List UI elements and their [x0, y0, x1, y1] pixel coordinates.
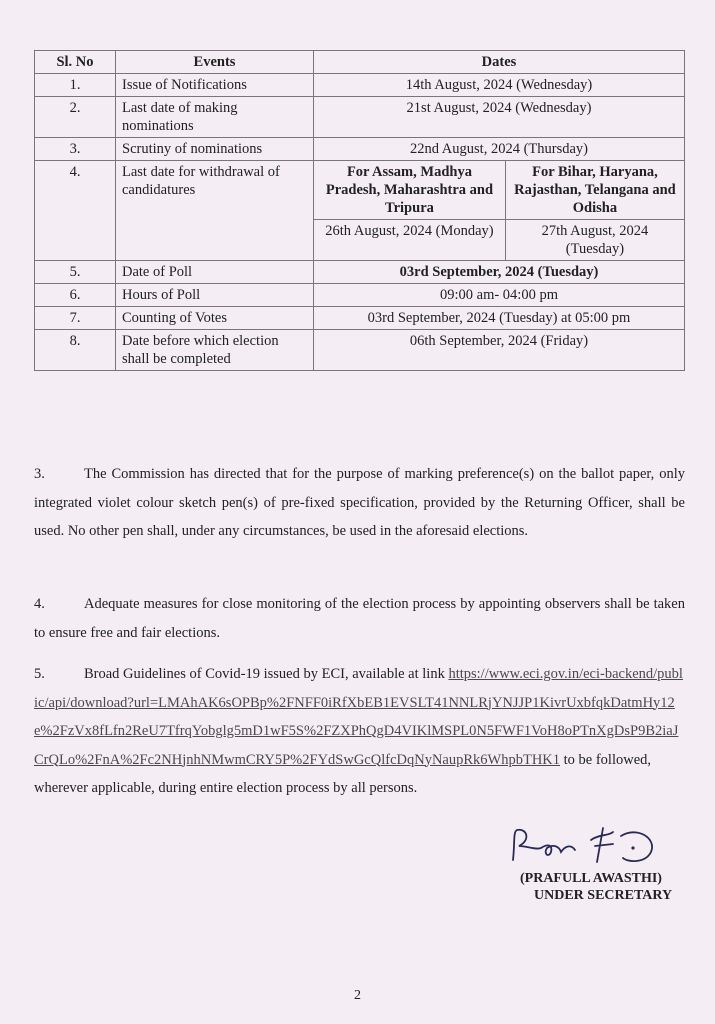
signatory-block [520, 870, 672, 904]
row-event: Last date of making nominations [116, 97, 314, 138]
row-group-b: For Bihar, Haryana, Rajasthan, Telangana and Odisha [505, 161, 684, 220]
row-number: 5. [35, 261, 116, 284]
table-row [35, 330, 685, 371]
row-number: 7. [35, 307, 116, 330]
row-number: 1. [35, 74, 116, 97]
row-date-b: 27th August, 2024 (Tuesday) [505, 220, 684, 261]
row-date: 03rd September, 2024 (Tuesday) [314, 261, 685, 284]
row-date: 22nd August, 2024 (Thursday) [314, 138, 685, 161]
row-event: Issue of Notifications [116, 74, 314, 97]
table-row [35, 97, 685, 138]
signature-image [505, 822, 665, 872]
table-row [35, 161, 685, 220]
header-dates: Dates [314, 51, 685, 74]
row-date-a: 26th August, 2024 (Monday) [314, 220, 506, 261]
row-number: 2. [35, 97, 116, 138]
election-schedule-table [34, 50, 685, 371]
covid-guidelines-link[interactable]: https://www.eci.gov.in/eci-backend/public/api/download?url=LMAhAK6sOPBp%2FNFF0iRfXbEB1EVSLT41NNLRjYNJJP1KivrUxbfqkDatmHy12e%2FzVx8fLfn2ReU7TfrqYobglg5mD1wF5S%2FZXPhQgD4VIKlMSPL0N5FWF1VoH8oPTnXgDsP9B2iaJCrQLo%2FnA%2Fc2NHjnhNMwmCRY5P%2FYdSwGcQlfcDqNyNaupRk6WhpbTHK1 [34, 666, 683, 768]
table-row [35, 307, 685, 330]
paragraph-5 [34, 660, 685, 803]
row-event: Hours of Poll [116, 284, 314, 307]
table-row [35, 284, 685, 307]
signatory-name: (PRAFULL AWASTHI) [520, 871, 662, 886]
page-number: 2 [354, 988, 361, 1003]
row-date: 09:00 am- 04:00 pm [314, 284, 685, 307]
row-event: Date of Poll [116, 261, 314, 284]
row-number: 6. [35, 284, 116, 307]
row-number: 4. [35, 161, 116, 261]
paragraph-text: Adequate measures for close monitoring of the election process by appointing observers shall be taken to ensure free and fair elections. [34, 596, 685, 641]
table-row [35, 138, 685, 161]
paragraph-text: The Commission has directed that for the purpose of marking preference(s) on the ballot paper, only integrated violet colour sketch pen(s) of pre-fixed specification, provided by the Returning Officer, shall be used. No other pen shall, under any circumstances, be used in the aforesaid elections. [34, 466, 685, 539]
row-group-a: For Assam, Madhya Pradesh, Maharashtra and Tripura [314, 161, 506, 220]
table-row [35, 74, 685, 97]
paragraph-number: 4. [34, 596, 45, 612]
paragraph-3 [34, 460, 685, 546]
row-number: 3. [35, 138, 116, 161]
signatory-designation: UNDER SECRETARY [534, 888, 673, 903]
row-date: 03rd September, 2024 (Tuesday) at 05:00 pm [314, 307, 685, 330]
row-date: 14th August, 2024 (Wednesday) [314, 74, 685, 97]
row-date: 21st August, 2024 (Wednesday) [314, 97, 685, 138]
row-event: Scrutiny of nominations [116, 138, 314, 161]
paragraph-number: 5. [34, 666, 45, 682]
row-event: Last date for withdrawal of candidatures [116, 161, 314, 261]
table-header-row [35, 51, 685, 74]
header-events: Events [116, 51, 314, 74]
paragraph-number: 3. [34, 466, 45, 482]
paragraph-text: Broad Guidelines of Covid-19 issued by ECI, available at link [84, 666, 449, 682]
row-event: Counting of Votes [116, 307, 314, 330]
row-number: 8. [35, 330, 116, 371]
header-sl-no: Sl. No [35, 51, 116, 74]
table-row [35, 261, 685, 284]
row-date: 06th September, 2024 (Friday) [314, 330, 685, 371]
paragraph-4 [34, 590, 685, 647]
paragraph-text-after: to be followed, wherever applicable, during entire election process by all persons. [34, 751, 652, 796]
row-event: Date before which election shall be completed [116, 330, 314, 371]
